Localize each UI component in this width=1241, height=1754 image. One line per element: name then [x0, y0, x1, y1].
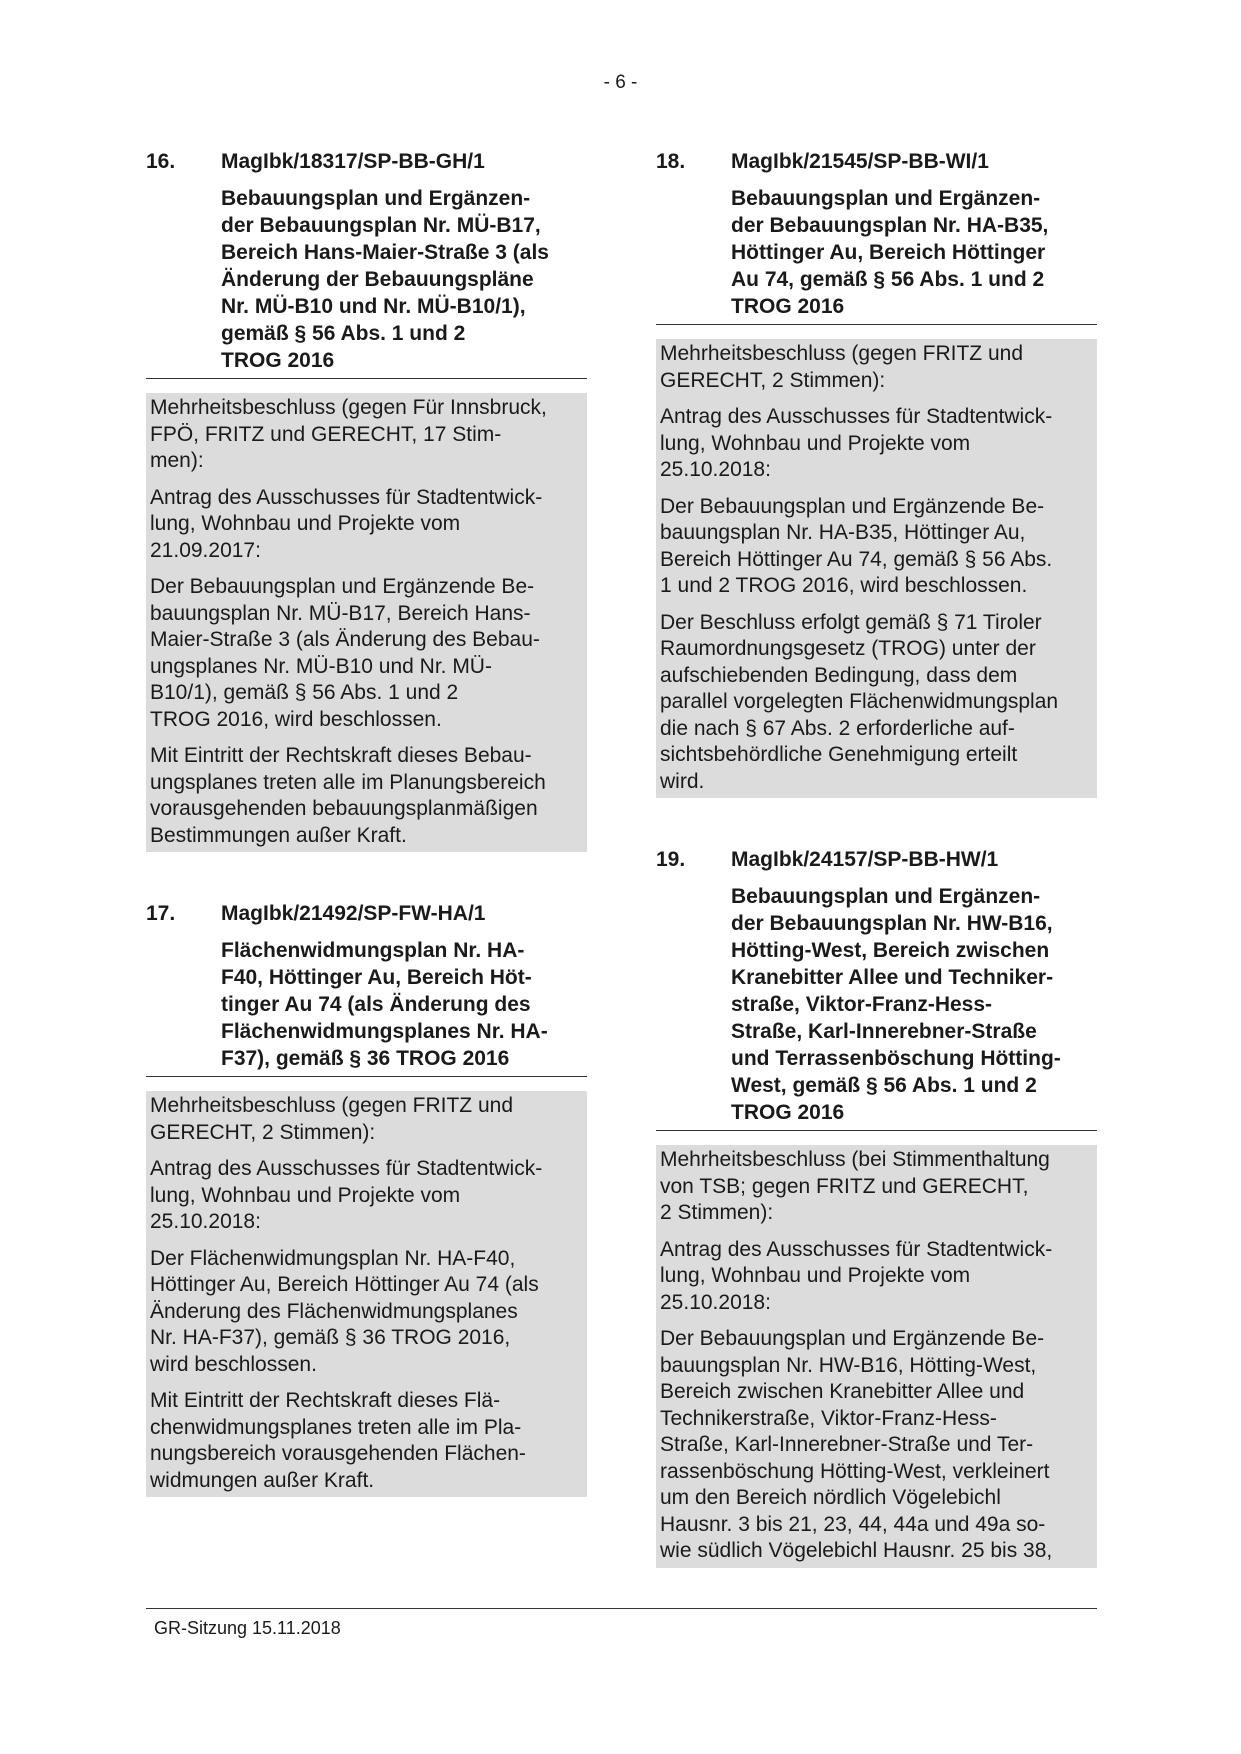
motion-text — [660, 1237, 1093, 1317]
title-divider — [146, 378, 587, 379]
title-divider — [656, 1130, 1097, 1131]
agenda-item-17 — [146, 900, 587, 1497]
vote-result — [150, 395, 583, 475]
text-line: Der Bebauungsplan und Ergänzende Be- — [150, 575, 535, 598]
resolution-box — [656, 1145, 1097, 1568]
text-line: Antrag des Ausschusses für Stadtentwick- — [150, 1157, 543, 1180]
text-line: 25.10.2018: — [150, 1210, 261, 1233]
title-line: Hötting-West, Bereich zwischen — [731, 939, 1050, 962]
note-text — [150, 1388, 583, 1494]
text-line: ungsplanes treten alle im Planungsbereich — [150, 770, 546, 794]
footer-divider — [146, 1608, 1097, 1609]
text-line: Hausnr. 3 bis 21, 23, 44, 44a und 49a so- — [660, 1512, 1046, 1536]
note-text — [150, 743, 583, 849]
motion-text — [150, 485, 583, 565]
title-divider — [656, 324, 1097, 325]
resolution-box — [146, 1091, 587, 1497]
text-line: Mehrheitsbeschluss (bei Stimmenthaltung — [660, 1148, 1050, 1171]
text-line: Straße, Karl-Innerebner-Straße und Ter- — [660, 1433, 1034, 1456]
text-line: wie südlich Vögelebichl Hausnr. 25 bis 38, — [660, 1539, 1053, 1562]
text-line: lung, Wohnbau und Projekte vom — [150, 512, 461, 535]
resolution-box — [656, 339, 1097, 798]
text-line: Bereich zwischen Kranebitter Allee und — [660, 1380, 1025, 1403]
item-reference: MagIbk/24157/SP-BB-HW/1 — [731, 848, 999, 871]
text-line: vorausgehenden bebauungsplanmäßigen — [150, 797, 538, 820]
title-line: Nr. MÜ-B10 und Nr. MÜ-B10/1), — [221, 295, 526, 318]
text-line: sichtsbehördliche Genehmigung erteilt — [660, 743, 1018, 766]
footer-session-date: GR-Sitzung 15.11.2018 — [154, 1618, 341, 1638]
text-line: Höttinger Au, Bereich Höttinger Au 74 (als — [150, 1273, 539, 1296]
text-line: 21.09.2017: — [150, 538, 261, 562]
text-line: Der Flächenwidmungsplan Nr. HA-F40, — [150, 1246, 516, 1270]
item-reference: MagIbk/21545/SP-BB-WI/1 — [731, 150, 989, 173]
text-line: Der Beschluss erfolgt gemäß § 71 Tiroler — [660, 610, 1042, 634]
title-line: Au 74, gemäß § 56 Abs. 1 und 2 — [731, 268, 1045, 291]
decision-text — [150, 1246, 583, 1379]
item-number: 16. — [146, 150, 176, 173]
agenda-item-16 — [146, 148, 587, 852]
title-line: Kranebitter Allee und Techniker- — [731, 966, 1054, 989]
agenda-item-18 — [656, 148, 1097, 798]
text-line: men): — [150, 449, 204, 472]
text-line: Der Bebauungsplan und Ergänzende Be- — [660, 494, 1045, 518]
title-line: tinger Au 74 (als Änderung des — [221, 993, 531, 1016]
item-title — [731, 185, 1097, 324]
text-line: lung, Wohnbau und Projekte vom — [660, 431, 971, 455]
text-line: Änderung des Flächenwidmungsplanes — [150, 1299, 518, 1323]
vote-result — [660, 341, 1093, 394]
text-line: ungsplanes Nr. MÜ-B10 und Nr. MÜ- — [150, 654, 492, 678]
text-line: Antrag des Ausschusses für Stadtentwick- — [660, 1237, 1053, 1261]
decision-text — [660, 1326, 1093, 1565]
vote-result — [660, 1147, 1093, 1227]
text-line: parallel vorgelegten Flächenwidmungsplan — [660, 690, 1059, 713]
right-column — [656, 148, 1097, 1568]
text-line: 2 Stimmen): — [660, 1201, 774, 1224]
title-line: Flächenwidmungsplanes Nr. HA- — [221, 1020, 548, 1043]
text-line: nungsbereich vorausgehenden Flächen- — [150, 1442, 526, 1465]
title-line: F40, Höttinger Au, Bereich Höt- — [221, 966, 532, 989]
item-number: 17. — [146, 902, 176, 925]
text-line: GERECHT, 2 Stimmen): — [150, 1120, 376, 1144]
title-line: der Bebauungsplan Nr. HW-B16, — [731, 912, 1053, 935]
text-line: Antrag des Ausschusses für Stadtentwick- — [150, 485, 543, 509]
note-text — [660, 610, 1093, 796]
text-line: B10/1), gemäß § 56 Abs. 1 und 2 — [150, 681, 459, 704]
text-line: Mit Eintritt der Rechtskraft dieses Flä- — [150, 1389, 501, 1412]
text-line: Raumordnungsgesetz (TROG) unter der — [660, 637, 1036, 660]
text-line: bauungsplan Nr. HA-B35, Höttinger Au, — [660, 521, 1026, 544]
text-line: 1 und 2 TROG 2016, wird beschlossen. — [660, 574, 1028, 597]
text-line: um den Bereich nördlich Vögelebichl — [660, 1486, 1001, 1509]
item-title — [221, 937, 587, 1076]
text-line: 25.10.2018: — [660, 1290, 771, 1314]
text-line: Technikerstraße, Viktor-Franz-Hess- — [660, 1406, 997, 1430]
title-line: TROG 2016 — [731, 295, 845, 318]
item-header — [146, 148, 587, 175]
item-header — [656, 846, 1097, 873]
text-line: Bestimmungen außer Kraft. — [150, 823, 407, 847]
text-line: Mehrheitsbeschluss (gegen FRITZ und — [150, 1094, 513, 1117]
title-line: Straße, Karl-Innerebner-Straße — [731, 1020, 1037, 1043]
text-line: von TSB; gegen FRITZ und GERECHT, — [660, 1174, 1029, 1198]
title-line: TROG 2016 — [221, 349, 335, 372]
text-line: wird. — [660, 769, 705, 793]
text-line: widmungen außer Kraft. — [150, 1468, 375, 1492]
item-number: 19. — [656, 848, 686, 871]
title-divider — [146, 1076, 587, 1077]
title-line: Bebauungsplan und Ergänzen- — [221, 187, 531, 210]
title-line: der Bebauungsplan Nr. MÜ-B17, — [221, 214, 541, 237]
motion-text — [660, 404, 1093, 484]
text-line: Der Bebauungsplan und Ergänzende Be- — [660, 1327, 1045, 1350]
title-line: Bebauungsplan und Ergänzen- — [731, 885, 1041, 908]
title-line: und Terrassenböschung Hötting- — [731, 1047, 1061, 1070]
item-header — [656, 148, 1097, 175]
title-line: Bereich Hans-Maier-Straße 3 (als — [221, 241, 549, 264]
title-line: der Bebauungsplan Nr. HA-B35, — [731, 214, 1049, 237]
text-line: Nr. HA-F37), gemäß § 36 TROG 2016, — [150, 1326, 511, 1349]
decision-text — [660, 494, 1093, 600]
title-line: TROG 2016 — [731, 1101, 845, 1124]
item-number: 18. — [656, 150, 686, 173]
text-line: Mehrheitsbeschluss (gegen FRITZ und — [660, 342, 1023, 365]
text-line: Mehrheitsbeschluss (gegen Für Innsbruck, — [150, 396, 547, 419]
item-header — [146, 900, 587, 927]
text-line: TROG 2016, wird beschlossen. — [150, 707, 442, 731]
text-line: aufschiebenden Bedingung, dass dem — [660, 663, 1018, 687]
text-line: lung, Wohnbau und Projekte vom — [660, 1264, 971, 1287]
title-line: Bebauungsplan und Ergänzen- — [731, 187, 1041, 210]
text-line: bauungsplan Nr. MÜ-B17, Bereich Hans- — [150, 601, 531, 625]
text-line: wird beschlossen. — [150, 1352, 317, 1376]
text-line: FPÖ, FRITZ und GERECHT, 17 Stim- — [150, 422, 502, 446]
vote-result — [150, 1093, 583, 1146]
resolution-box — [146, 393, 587, 852]
left-column — [146, 148, 587, 1497]
text-line: Mit Eintritt der Rechtskraft dieses Bebau- — [150, 744, 532, 767]
item-reference: MagIbk/18317/SP-BB-GH/1 — [221, 150, 485, 173]
agenda-item-19 — [656, 846, 1097, 1568]
title-line: Flächenwidmungsplan Nr. HA- — [221, 939, 525, 962]
item-reference: MagIbk/21492/SP-FW-HA/1 — [221, 902, 486, 925]
item-title — [731, 883, 1097, 1130]
text-line: chenwidmungsplanes treten alle im Pla- — [150, 1415, 522, 1439]
item-title — [221, 185, 587, 378]
text-line: die nach § 67 Abs. 2 erforderliche auf- — [660, 716, 1015, 740]
title-line: F37), gemäß § 36 TROG 2016 — [221, 1047, 510, 1070]
decision-text — [150, 574, 583, 733]
text-line: 25.10.2018: — [660, 458, 771, 481]
text-line: bauungsplan Nr. HW-B16, Hötting-West, — [660, 1353, 1037, 1377]
title-line: straße, Viktor-Franz-Hess- — [731, 993, 993, 1016]
page-number: - 6 - — [603, 72, 638, 93]
text-line: Bereich Höttinger Au 74, gemäß § 56 Abs. — [660, 547, 1053, 571]
title-line: gemäß § 56 Abs. 1 und 2 — [221, 322, 466, 345]
text-line: Maier-Straße 3 (als Änderung des Bebau- — [150, 628, 540, 651]
text-line: lung, Wohnbau und Projekte vom — [150, 1183, 461, 1207]
text-line: GERECHT, 2 Stimmen): — [660, 368, 886, 392]
text-line: Antrag des Ausschusses für Stadtentwick- — [660, 405, 1053, 428]
text-line: rassenböschung Hötting-West, verkleinert — [660, 1459, 1050, 1483]
title-line: West, gemäß § 56 Abs. 1 und 2 — [731, 1074, 1037, 1097]
title-line: Höttinger Au, Bereich Höttinger — [731, 241, 1046, 264]
motion-text — [150, 1156, 583, 1236]
title-line: Änderung der Bebauungspläne — [221, 268, 534, 291]
